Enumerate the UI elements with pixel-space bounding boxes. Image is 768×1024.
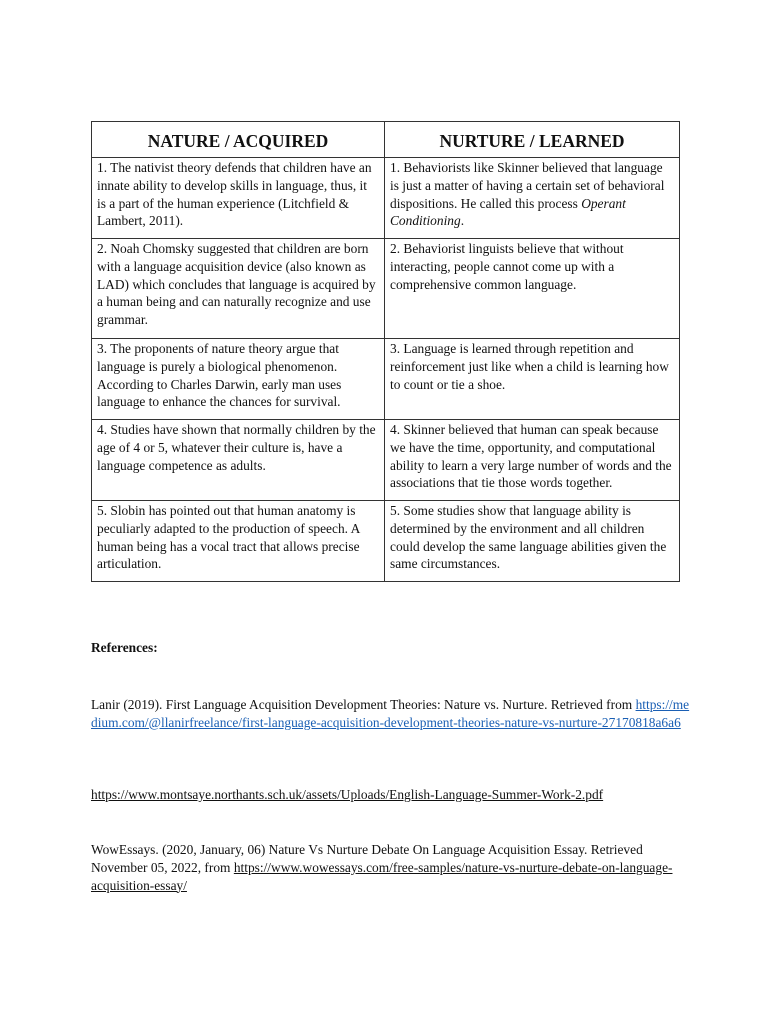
header-nurture: NURTURE / LEARNED	[385, 122, 680, 158]
nurture-cell: 2. Behaviorist linguists believe that without interacting, people cannot come up with a comprehensive common language.	[385, 239, 680, 339]
nature-cell: 2. Noah Chomsky suggested that children are born with a language acquisition device (also known as LAD) which concludes that language is acquired by a human being and can naturally recognize and use grammar.	[92, 239, 385, 339]
medium-link[interactable]: https://medium.com/@llanirfreelance/first-language-acquisition-development-theories-nature-vs-nurture-27170818a6a6	[91, 697, 690, 730]
references-heading: References:	[91, 640, 158, 655]
table-row	[92, 420, 680, 501]
nurture-text-end: .	[460, 213, 465, 229]
nurture-cell	[385, 158, 680, 239]
nurture-cell: 4. Skinner believed that human can speak because we have the time, opportunity, and computational ability to learn a very large number of words and the associations that tie those words together.	[385, 420, 680, 501]
table-row	[92, 339, 680, 420]
header-nature: NATURE / ACQUIRED	[92, 122, 385, 158]
table-header-row	[92, 122, 680, 158]
reference-text: WowEssays. (2020, January, 06) Nature Vs Nurture Debate On Language Acquisition Essay. Retrieved November 05, 2022, from	[91, 842, 643, 875]
reference-text: Lanir (2019). First Language Acquisition Development Theories: Nature vs. Nurture. Retrieved from	[91, 697, 633, 712]
operant-conditioning-term: Operant Conditioning	[390, 195, 626, 229]
nature-cell: 4. Studies have shown that normally children by the age of 4 or 5, whatever their culture is, have a language competence as adults.	[92, 420, 385, 501]
reference-lanir	[91, 696, 691, 732]
reference-montsaye	[91, 786, 691, 804]
nature-cell: 5. Slobin has pointed out that human anatomy is peculiarly adapted to the production of speech. A human being has a vocal tract that allows precise articulation.	[92, 501, 385, 582]
montsaye-link[interactable]: https://www.montsaye.northants.sch.uk/assets/Uploads/English-Language-Summer-Work-2.pdf	[91, 787, 604, 802]
nature-cell: 3. The proponents of nature theory argue that language is purely a biological phenomenon. According to Charles Darwin, early man uses language to enhance the chances for survival.	[92, 339, 385, 420]
nurture-cell: 5. Some studies show that language ability is determined by the environment and all children could develop the same language abilities given the same circumstances.	[385, 501, 680, 582]
wowessays-link[interactable]: https://www.wowessays.com/free-samples/nature-vs-nurture-debate-on-language-acquisition-essay/	[91, 859, 673, 893]
nature-cell: 1. The nativist theory defends that children have an innate ability to develop skills in language, thus, it is a part of the human experience (Litchfield & Lambert, 2011).	[92, 158, 385, 239]
nurture-cell: 3. Language is learned through repetition and reinforcement just like when a child is learning how to count or tie a shoe.	[385, 339, 680, 420]
table-row	[92, 239, 680, 339]
table-row	[92, 158, 680, 239]
nature-nurture-table	[91, 121, 680, 582]
reference-wowessays	[91, 841, 691, 894]
nurture-text: 1. Behaviorists like Skinner believed that language is just a matter of having a certain set of behavioral dispositions. He called this process	[390, 160, 665, 211]
table-row	[92, 501, 680, 582]
